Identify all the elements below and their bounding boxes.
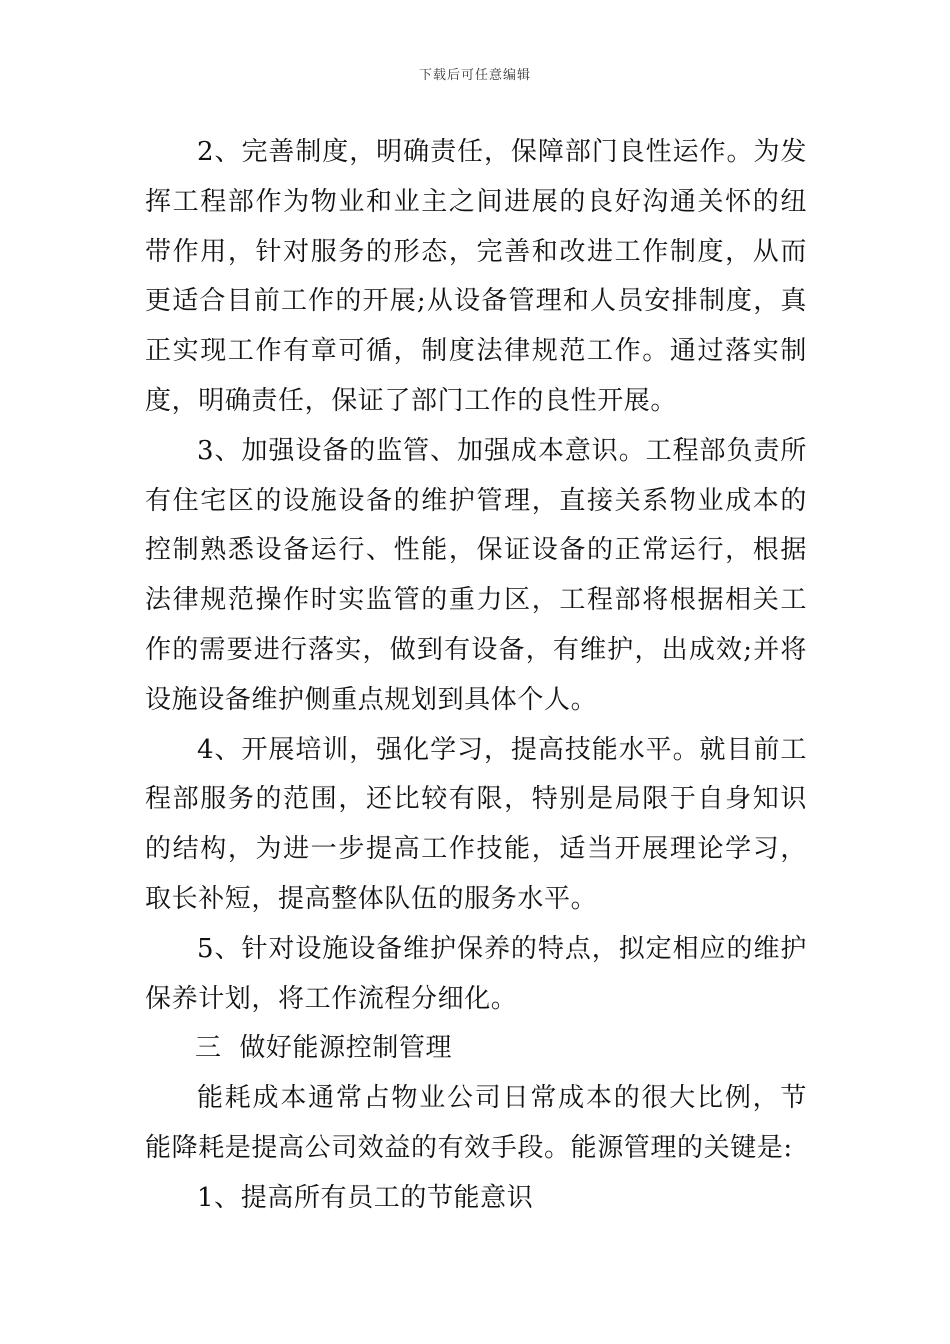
paragraph-energy-awareness: 1、提高所有员工的节能意识 xyxy=(197,1182,534,1213)
document-body xyxy=(145,128,807,1224)
page-header: 下载后可任意编辑 xyxy=(418,68,531,83)
paragraph-improve-system: 2、完善制度，明确责任，保障部门良性运作。为发挥工程部作为物业和业主之间进展的良好沟通关怀的纽带作用，针对服务的形态，完善和改进工作制度，从而更适合目前工作的开展;从设备管理和人员安排制度，真正实现工作有章可循，制度法律规范工作。通过落实制度，明确责任，保证了部门工作的良性开展。 xyxy=(145,137,807,416)
paragraph-training: 4、开展培训，强化学习，提高技能水平。就目前工程部服务的范围，还比较有限，特别是局限于自身知识的结构，为进一步提高工作技能，适当开展理论学习，取长补短，提高整体队伍的服务水平。 xyxy=(145,734,807,914)
paragraph-maintenance-plan: 5、针对设施设备维护保养的特点，拟定相应的维护保养计划，将工作流程分细化。 xyxy=(145,933,807,1014)
paragraph-energy-cost: 能耗成本通常占物业公司日常成本的很大比例，节能降耗是提高公司效益的有效手段。能源管理的关键是: xyxy=(145,1083,807,1163)
paragraph-equipment-supervision: 3、加强设备的监管、加强成本意识。工程部负责所有住宅区的设施设备的维护管理，直接关系物业成本的控制熟悉设备运行、性能，保证设备的正常运行，根据法律规范操作时实监管的重力区，工程部将根据相关工作的需要进行落实，做到有设备，有维护，出成效;并将设施设备维护侧重点规划到具体个人。 xyxy=(145,435,807,715)
section-heading-energy: 三 做好能源控制管理 xyxy=(195,1033,453,1064)
